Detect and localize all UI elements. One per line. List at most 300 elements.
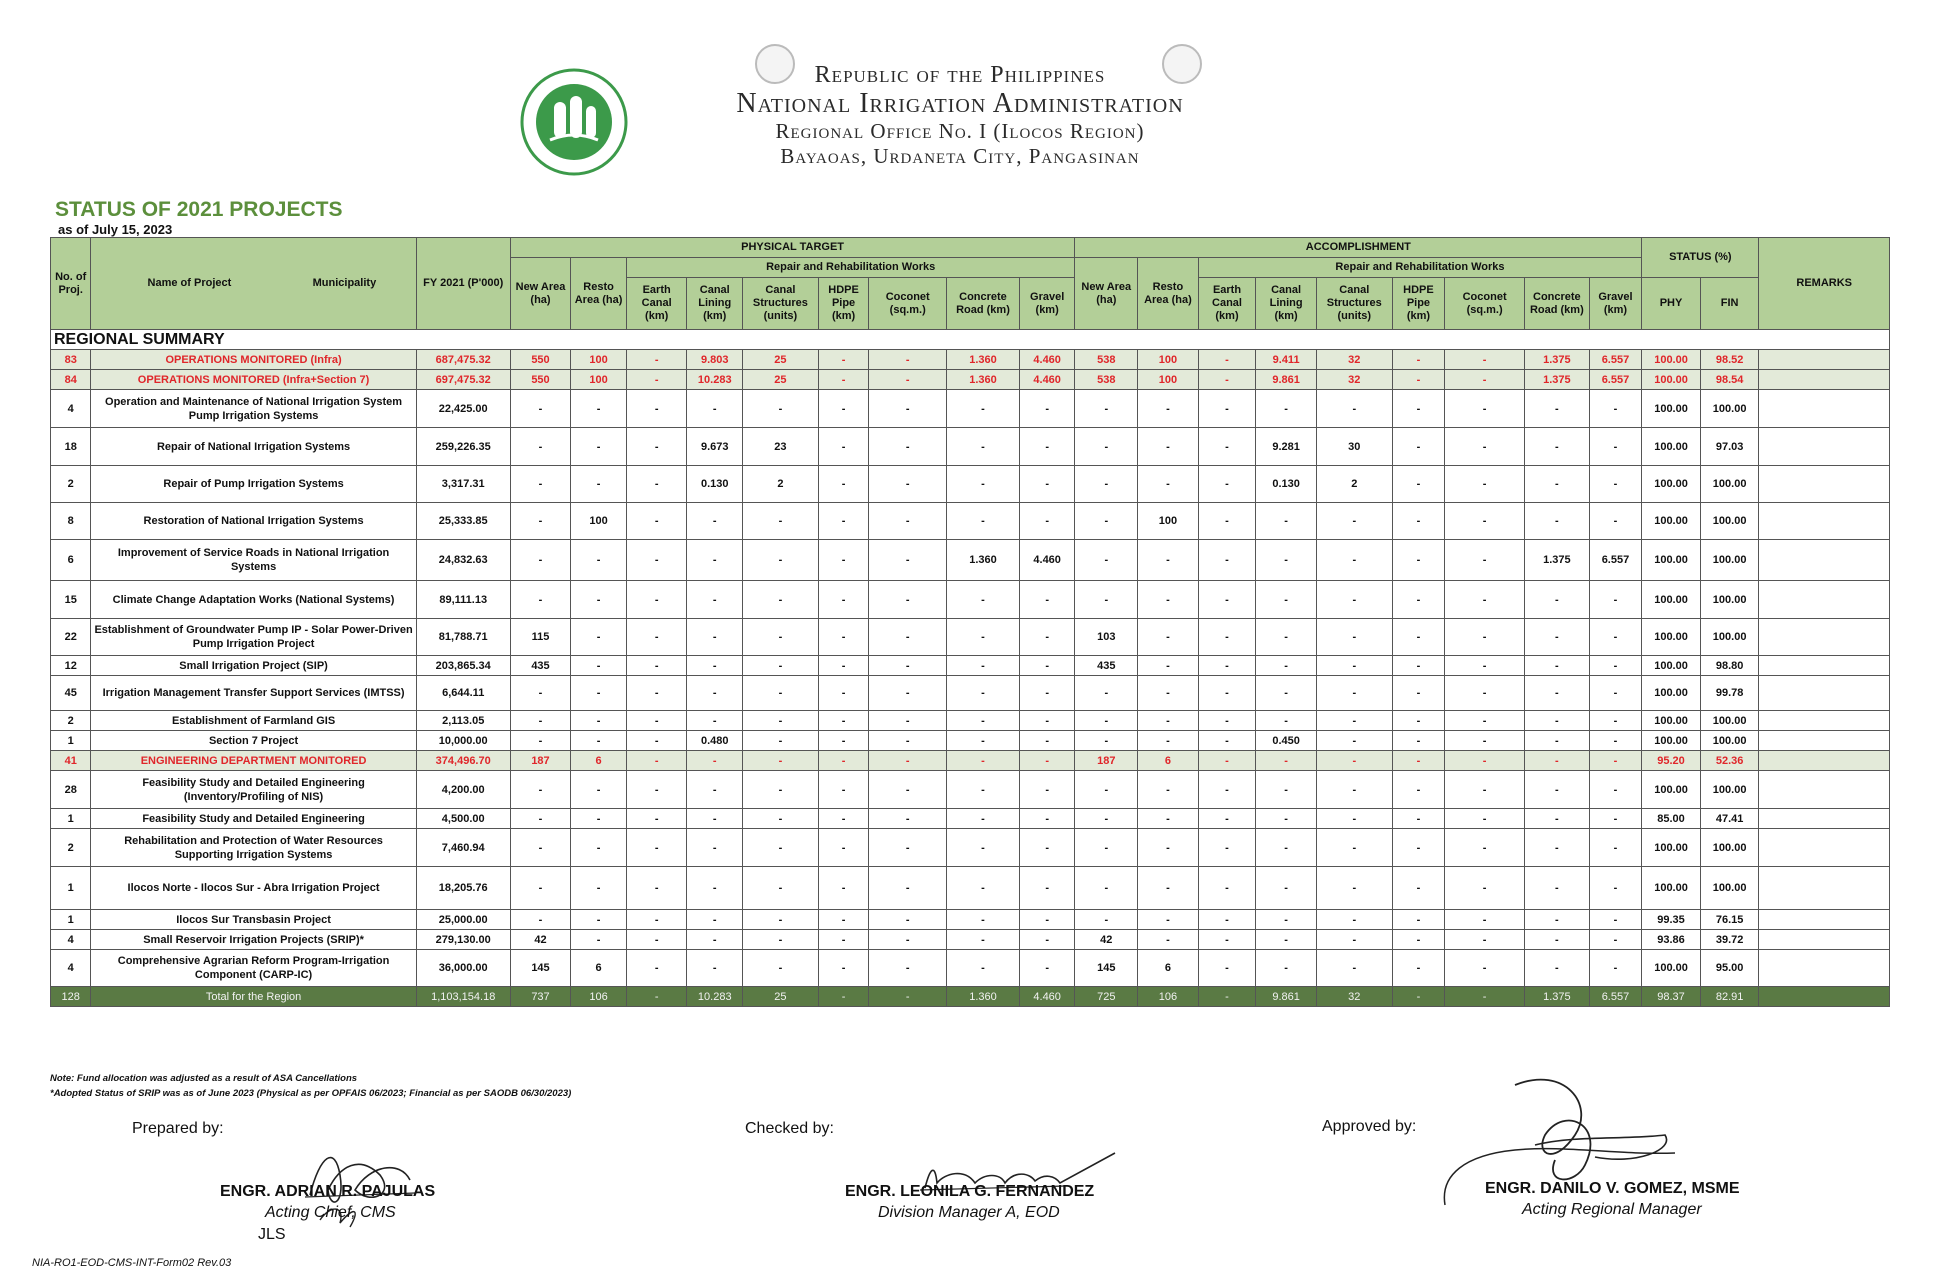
accomplishment-value: - bbox=[1316, 711, 1392, 731]
project-count: 41 bbox=[51, 751, 91, 771]
accomplishment-value: - bbox=[1525, 910, 1590, 930]
accomplishment-header: ACCOMPLISHMENT bbox=[1075, 238, 1642, 258]
target-value: - bbox=[869, 370, 947, 390]
project-name: Rehabilitation and Protection of Water Resources Supporting Irrigation Systems bbox=[91, 829, 416, 867]
fy2021-amount: 36,000.00 bbox=[416, 950, 510, 987]
a-gravel: Gravel (km) bbox=[1589, 278, 1642, 330]
status-fin: 100.00 bbox=[1700, 771, 1759, 809]
target-value: - bbox=[869, 466, 947, 503]
accomplishment-value: - bbox=[1525, 581, 1590, 619]
target-value: - bbox=[947, 466, 1020, 503]
fy2021-amount: 4,200.00 bbox=[416, 771, 510, 809]
target-value: - bbox=[947, 910, 1020, 930]
project-name: Small Irrigation Project (SIP) bbox=[91, 656, 416, 676]
target-value: - bbox=[626, 731, 687, 751]
status-fin: 98.80 bbox=[1700, 656, 1759, 676]
project-count: 22 bbox=[51, 619, 91, 656]
table-row bbox=[51, 581, 1890, 619]
target-value: - bbox=[743, 676, 819, 711]
target-value: - bbox=[510, 711, 571, 731]
status-fin: 100.00 bbox=[1700, 867, 1759, 910]
accomplishment-value: - bbox=[1256, 581, 1317, 619]
target-value: - bbox=[947, 809, 1020, 829]
remarks-cell bbox=[1759, 809, 1890, 829]
accomplishment-value: - bbox=[1138, 711, 1199, 731]
accomplishment-value: 6.557 bbox=[1589, 350, 1642, 370]
accomplishment-value: - bbox=[1589, 829, 1642, 867]
accomplishment-value: - bbox=[1525, 676, 1590, 711]
status-fin: 99.78 bbox=[1700, 676, 1759, 711]
table-row bbox=[51, 656, 1890, 676]
target-value: - bbox=[626, 581, 687, 619]
accomplishment-value: - bbox=[1316, 581, 1392, 619]
table-row bbox=[51, 428, 1890, 466]
target-value: 100 bbox=[571, 503, 627, 540]
accomplishment-value: - bbox=[1445, 987, 1525, 1007]
target-value: - bbox=[626, 910, 687, 930]
project-name: Climate Change Adaptation Works (National Systems) bbox=[91, 581, 416, 619]
accomplishment-value: - bbox=[1445, 540, 1525, 581]
status-phy: 100.00 bbox=[1642, 656, 1701, 676]
target-value: - bbox=[626, 930, 687, 950]
target-value: - bbox=[743, 829, 819, 867]
target-value: 550 bbox=[510, 370, 571, 390]
target-value: - bbox=[869, 711, 947, 731]
accomplishment-value: - bbox=[1445, 731, 1525, 751]
target-value: - bbox=[818, 809, 869, 829]
target-value: - bbox=[1019, 581, 1075, 619]
accomplishment-value: - bbox=[1392, 867, 1445, 910]
project-count: 128 bbox=[51, 987, 91, 1007]
accomplishment-value: - bbox=[1256, 656, 1317, 676]
a-new-area: New Area (ha) bbox=[1075, 258, 1138, 330]
accomplishment-value: - bbox=[1198, 711, 1256, 731]
project-name: Ilocos Norte - Ilocos Sur - Abra Irrigation Project bbox=[91, 867, 416, 910]
accomplishment-value: 1.375 bbox=[1525, 350, 1590, 370]
status-fin: 95.00 bbox=[1700, 950, 1759, 987]
status-phy: 100.00 bbox=[1642, 711, 1701, 731]
t-rr-works-header: Repair and Rehabilitation Works bbox=[626, 258, 1075, 278]
accomplishment-value: 9.861 bbox=[1256, 370, 1317, 390]
target-value: - bbox=[818, 466, 869, 503]
accomplishment-value: 103 bbox=[1075, 619, 1138, 656]
status-header: STATUS (%) bbox=[1642, 238, 1759, 278]
accomplishment-value: 42 bbox=[1075, 930, 1138, 950]
target-value: - bbox=[1019, 751, 1075, 771]
target-value: - bbox=[947, 950, 1020, 987]
status-phy: 93.86 bbox=[1642, 930, 1701, 950]
target-value: - bbox=[571, 676, 627, 711]
accomplishment-value: - bbox=[1198, 676, 1256, 711]
accomplishment-value: - bbox=[1138, 581, 1199, 619]
remarks-cell bbox=[1759, 370, 1890, 390]
prepared-title: Acting Chief, CMS bbox=[265, 1204, 396, 1221]
target-value: - bbox=[626, 987, 687, 1007]
target-value: - bbox=[869, 503, 947, 540]
col-no: No. of Proj. bbox=[51, 238, 91, 330]
target-value: - bbox=[818, 731, 869, 751]
target-value: - bbox=[743, 867, 819, 910]
accomplishment-value: - bbox=[1525, 428, 1590, 466]
accomplishment-value: 6 bbox=[1138, 751, 1199, 771]
remarks-cell bbox=[1759, 350, 1890, 370]
accomplishment-value: - bbox=[1445, 771, 1525, 809]
accomplishment-value: - bbox=[1392, 731, 1445, 751]
accomplishment-value: - bbox=[1392, 503, 1445, 540]
target-value: - bbox=[818, 987, 869, 1007]
accomplishment-value: - bbox=[1256, 771, 1317, 809]
remarks-cell bbox=[1759, 466, 1890, 503]
project-name: Comprehensive Agrarian Reform Program-Irrigation Component (CARP-IC) bbox=[91, 950, 416, 987]
target-value: - bbox=[510, 809, 571, 829]
accomplishment-value: - bbox=[1589, 731, 1642, 751]
fy2021-amount: 10,000.00 bbox=[416, 731, 510, 751]
accomplishment-value: - bbox=[1316, 910, 1392, 930]
accomplishment-value: - bbox=[1256, 950, 1317, 987]
form-code: NIA-RO1-EOD-CMS-INT-Form02 Rev.03 bbox=[32, 1257, 232, 1269]
accomplishment-value: 435 bbox=[1075, 656, 1138, 676]
project-name: OPERATIONS MONITORED (Infra) bbox=[91, 350, 416, 370]
accomplishment-value: 100 bbox=[1138, 370, 1199, 390]
target-value: 4.460 bbox=[1019, 370, 1075, 390]
target-value: - bbox=[510, 676, 571, 711]
accomplishment-value: - bbox=[1392, 656, 1445, 676]
t-hdpe-pipe: HDPE Pipe (km) bbox=[818, 278, 869, 330]
project-count: 8 bbox=[51, 503, 91, 540]
accomplishment-value: - bbox=[1316, 809, 1392, 829]
accomplishment-value: 100 bbox=[1138, 350, 1199, 370]
accomplishment-value: - bbox=[1445, 950, 1525, 987]
target-value: - bbox=[687, 771, 743, 809]
fy2021-amount: 259,226.35 bbox=[416, 428, 510, 466]
target-value: - bbox=[743, 809, 819, 829]
target-value: - bbox=[743, 950, 819, 987]
accomplishment-value: 9.281 bbox=[1256, 428, 1317, 466]
accomplishment-value: 32 bbox=[1316, 370, 1392, 390]
accomplishment-value: - bbox=[1075, 676, 1138, 711]
accomplishment-value: - bbox=[1075, 466, 1138, 503]
status-phy: 100.00 bbox=[1642, 350, 1701, 370]
a-canal-structures: Canal Structures (units) bbox=[1316, 278, 1392, 330]
accomplishment-value: - bbox=[1138, 656, 1199, 676]
target-value: - bbox=[869, 540, 947, 581]
table-row bbox=[51, 711, 1890, 731]
fy2021-amount: 25,000.00 bbox=[416, 910, 510, 930]
a-canal-lining: Canal Lining (km) bbox=[1256, 278, 1317, 330]
project-name: Establishment of Farmland GIS bbox=[91, 711, 416, 731]
status-fin: 100.00 bbox=[1700, 581, 1759, 619]
accomplishment-value: - bbox=[1445, 656, 1525, 676]
accomplishment-value: - bbox=[1392, 350, 1445, 370]
fy2021-amount: 687,475.32 bbox=[416, 350, 510, 370]
col-fy2021: FY 2021 (P'000) bbox=[416, 238, 510, 330]
accomplishment-value: - bbox=[1256, 503, 1317, 540]
project-name: Total for the Region bbox=[91, 987, 416, 1007]
t-new-area: New Area (ha) bbox=[510, 258, 571, 330]
fy2021-amount: 81,788.71 bbox=[416, 619, 510, 656]
target-value: - bbox=[571, 910, 627, 930]
target-value: 25 bbox=[743, 987, 819, 1007]
accomplishment-value: - bbox=[1316, 390, 1392, 428]
accomplishment-value: - bbox=[1198, 751, 1256, 771]
accomplishment-value: - bbox=[1138, 910, 1199, 930]
fy2021-amount: 279,130.00 bbox=[416, 930, 510, 950]
target-value: - bbox=[1019, 731, 1075, 751]
accomplishment-value: - bbox=[1392, 619, 1445, 656]
target-value: - bbox=[687, 581, 743, 619]
table-row bbox=[51, 390, 1890, 428]
t-gravel: Gravel (km) bbox=[1019, 278, 1075, 330]
target-value: - bbox=[869, 350, 947, 370]
remarks-cell bbox=[1759, 771, 1890, 809]
project-name: Section 7 Project bbox=[91, 731, 416, 751]
accomplishment-value: - bbox=[1075, 711, 1138, 731]
remarks-cell bbox=[1759, 619, 1890, 656]
target-value: - bbox=[947, 656, 1020, 676]
accomplishment-value: - bbox=[1256, 540, 1317, 581]
fy2021-amount: 25,333.85 bbox=[416, 503, 510, 540]
project-name: ENGINEERING DEPARTMENT MONITORED bbox=[91, 751, 416, 771]
target-value: - bbox=[626, 466, 687, 503]
target-value: - bbox=[818, 930, 869, 950]
remarks-cell bbox=[1759, 390, 1890, 428]
target-value: - bbox=[510, 910, 571, 930]
accomplishment-value: - bbox=[1138, 930, 1199, 950]
accomplishment-value: 100 bbox=[1138, 503, 1199, 540]
target-value: - bbox=[510, 581, 571, 619]
target-value: - bbox=[743, 910, 819, 930]
status-fin: 98.52 bbox=[1700, 350, 1759, 370]
accomplishment-value: - bbox=[1392, 751, 1445, 771]
target-value: - bbox=[687, 390, 743, 428]
target-value: - bbox=[947, 751, 1020, 771]
accomplishment-value: - bbox=[1198, 581, 1256, 619]
target-value: - bbox=[687, 540, 743, 581]
accomplishment-value: - bbox=[1445, 619, 1525, 656]
target-value: - bbox=[626, 867, 687, 910]
project-count: 1 bbox=[51, 731, 91, 751]
accomplishment-value: - bbox=[1589, 751, 1642, 771]
status-phy: 100.00 bbox=[1642, 503, 1701, 540]
target-value: 115 bbox=[510, 619, 571, 656]
regional-office: Regional Office No. I (Ilocos Region) bbox=[775, 119, 1145, 143]
accomplishment-value: - bbox=[1075, 503, 1138, 540]
target-value: - bbox=[571, 619, 627, 656]
status-phy: 100.00 bbox=[1642, 829, 1701, 867]
table-row bbox=[51, 466, 1890, 503]
project-count: 4 bbox=[51, 930, 91, 950]
target-value: - bbox=[869, 930, 947, 950]
accomplishment-value: - bbox=[1525, 466, 1590, 503]
target-value: - bbox=[1019, 619, 1075, 656]
accomplishment-value: 725 bbox=[1075, 987, 1138, 1007]
accomplishment-value: - bbox=[1316, 540, 1392, 581]
target-value: - bbox=[1019, 930, 1075, 950]
target-value: - bbox=[818, 540, 869, 581]
target-value: 145 bbox=[510, 950, 571, 987]
status-fin: 100.00 bbox=[1700, 466, 1759, 503]
target-value: - bbox=[743, 390, 819, 428]
accomplishment-value: - bbox=[1589, 619, 1642, 656]
approved-label: Approved by: bbox=[1322, 1118, 1417, 1135]
project-count: 4 bbox=[51, 390, 91, 428]
accomplishment-value: 9.861 bbox=[1256, 987, 1317, 1007]
accomplishment-value: - bbox=[1392, 370, 1445, 390]
monitored-row bbox=[51, 751, 1890, 771]
t-earth-canal: Earth Canal (km) bbox=[626, 278, 687, 330]
accomplishment-value: - bbox=[1138, 809, 1199, 829]
monitored-row bbox=[51, 370, 1890, 390]
accomplishment-value: - bbox=[1589, 503, 1642, 540]
target-value: - bbox=[869, 390, 947, 428]
project-count: 28 bbox=[51, 771, 91, 809]
accomplishment-value: - bbox=[1198, 829, 1256, 867]
target-value: - bbox=[510, 503, 571, 540]
section-label: REGIONAL SUMMARY bbox=[51, 330, 1890, 350]
target-value: - bbox=[1019, 503, 1075, 540]
target-value: - bbox=[571, 930, 627, 950]
accomplishment-value: - bbox=[1589, 771, 1642, 809]
fy2021-amount: 7,460.94 bbox=[416, 829, 510, 867]
approved-title: Acting Regional Manager bbox=[1522, 1201, 1702, 1218]
table-row bbox=[51, 910, 1890, 930]
accomplishment-value: - bbox=[1589, 910, 1642, 930]
accomplishment-value: - bbox=[1589, 656, 1642, 676]
col-name-municipality bbox=[91, 238, 416, 330]
accomplishment-value: - bbox=[1198, 987, 1256, 1007]
target-value: - bbox=[687, 809, 743, 829]
status-fin: 100.00 bbox=[1700, 390, 1759, 428]
target-value: - bbox=[687, 950, 743, 987]
note-fund: Note: Fund allocation was adjusted as a result of ASA Cancellations bbox=[50, 1073, 358, 1084]
target-value: - bbox=[818, 581, 869, 619]
accomplishment-value: - bbox=[1525, 656, 1590, 676]
accomplishment-value: - bbox=[1256, 867, 1317, 910]
target-value: - bbox=[626, 390, 687, 428]
accomplishment-value: - bbox=[1445, 350, 1525, 370]
project-name: Establishment of Groundwater Pump IP - Solar Power-Driven Pump Irrigation Project bbox=[91, 619, 416, 656]
project-name: Restoration of National Irrigation Systems bbox=[91, 503, 416, 540]
accomplishment-value: - bbox=[1589, 676, 1642, 711]
target-value: - bbox=[571, 731, 627, 751]
a-coconet: Coconet (sq.m.) bbox=[1445, 278, 1525, 330]
status-fin: 100.00 bbox=[1700, 503, 1759, 540]
accomplishment-value: 538 bbox=[1075, 350, 1138, 370]
project-count: 84 bbox=[51, 370, 91, 390]
target-value: - bbox=[626, 619, 687, 656]
target-value: 25 bbox=[743, 350, 819, 370]
fy2021-amount: 1,103,154.18 bbox=[416, 987, 510, 1007]
status-fin: 100.00 bbox=[1700, 711, 1759, 731]
accomplishment-value: - bbox=[1392, 809, 1445, 829]
target-value: 550 bbox=[510, 350, 571, 370]
accomplishment-value: - bbox=[1198, 731, 1256, 751]
target-value: - bbox=[510, 428, 571, 466]
accomplishment-value: - bbox=[1075, 829, 1138, 867]
project-name: Operation and Maintenance of National Irrigation System Pump Irrigation Systems bbox=[91, 390, 416, 428]
target-value: - bbox=[1019, 910, 1075, 930]
target-value: - bbox=[571, 656, 627, 676]
accomplishment-value: - bbox=[1316, 867, 1392, 910]
accomplishment-value: - bbox=[1138, 676, 1199, 711]
accomplishment-value: - bbox=[1445, 809, 1525, 829]
target-value: - bbox=[626, 428, 687, 466]
target-value: - bbox=[818, 910, 869, 930]
target-value: - bbox=[743, 711, 819, 731]
target-value: - bbox=[687, 930, 743, 950]
col-fin: FIN bbox=[1700, 278, 1759, 330]
target-value: - bbox=[510, 540, 571, 581]
target-value: - bbox=[1019, 390, 1075, 428]
target-value: - bbox=[1019, 656, 1075, 676]
target-value: - bbox=[869, 656, 947, 676]
accomplishment-value: - bbox=[1256, 390, 1317, 428]
a-earth-canal: Earth Canal (km) bbox=[1198, 278, 1256, 330]
accomplishment-value: 32 bbox=[1316, 350, 1392, 370]
target-value: - bbox=[818, 619, 869, 656]
target-value: - bbox=[869, 581, 947, 619]
accomplishment-value: - bbox=[1256, 751, 1317, 771]
target-value: - bbox=[571, 867, 627, 910]
remarks-cell bbox=[1759, 428, 1890, 466]
accomplishment-value: - bbox=[1392, 540, 1445, 581]
target-value: - bbox=[869, 619, 947, 656]
accomplishment-value: - bbox=[1256, 809, 1317, 829]
table-row bbox=[51, 619, 1890, 656]
target-value: - bbox=[571, 466, 627, 503]
a-rr-works-header: Repair and Rehabilitation Works bbox=[1198, 258, 1642, 278]
target-value: - bbox=[947, 731, 1020, 751]
accomplishment-value: - bbox=[1316, 771, 1392, 809]
accomplishment-value: - bbox=[1392, 950, 1445, 987]
accomplishment-value: - bbox=[1589, 390, 1642, 428]
target-value: - bbox=[818, 829, 869, 867]
accomplishment-value: - bbox=[1198, 619, 1256, 656]
target-value: 1.360 bbox=[947, 350, 1020, 370]
accomplishment-value: 32 bbox=[1316, 987, 1392, 1007]
table-row bbox=[51, 867, 1890, 910]
accomplishment-value: - bbox=[1198, 867, 1256, 910]
fy2021-amount: 24,832.63 bbox=[416, 540, 510, 581]
target-value: - bbox=[869, 829, 947, 867]
target-value: - bbox=[947, 581, 1020, 619]
fy2021-amount: 203,865.34 bbox=[416, 656, 510, 676]
accomplishment-value: - bbox=[1445, 503, 1525, 540]
nia-logo bbox=[520, 68, 628, 176]
status-phy: 99.35 bbox=[1642, 910, 1701, 930]
target-value: - bbox=[818, 350, 869, 370]
accomplishment-value: 6.557 bbox=[1589, 987, 1642, 1007]
target-value: - bbox=[626, 809, 687, 829]
target-value: - bbox=[818, 751, 869, 771]
target-value: - bbox=[947, 867, 1020, 910]
fy2021-amount: 697,475.32 bbox=[416, 370, 510, 390]
accomplishment-value: - bbox=[1525, 930, 1590, 950]
accomplishment-value: - bbox=[1589, 581, 1642, 619]
accomplishment-value: 538 bbox=[1075, 370, 1138, 390]
fy2021-amount: 89,111.13 bbox=[416, 581, 510, 619]
letterhead bbox=[0, 40, 1950, 180]
accomplishment-value: - bbox=[1198, 930, 1256, 950]
accomplishment-value: - bbox=[1075, 809, 1138, 829]
project-count: 2 bbox=[51, 711, 91, 731]
remarks-cell bbox=[1759, 731, 1890, 751]
target-value: - bbox=[626, 370, 687, 390]
fy2021-amount: 4,500.00 bbox=[416, 809, 510, 829]
projects-table bbox=[50, 237, 1890, 1007]
col-phy: PHY bbox=[1642, 278, 1701, 330]
accomplishment-value: - bbox=[1525, 619, 1590, 656]
